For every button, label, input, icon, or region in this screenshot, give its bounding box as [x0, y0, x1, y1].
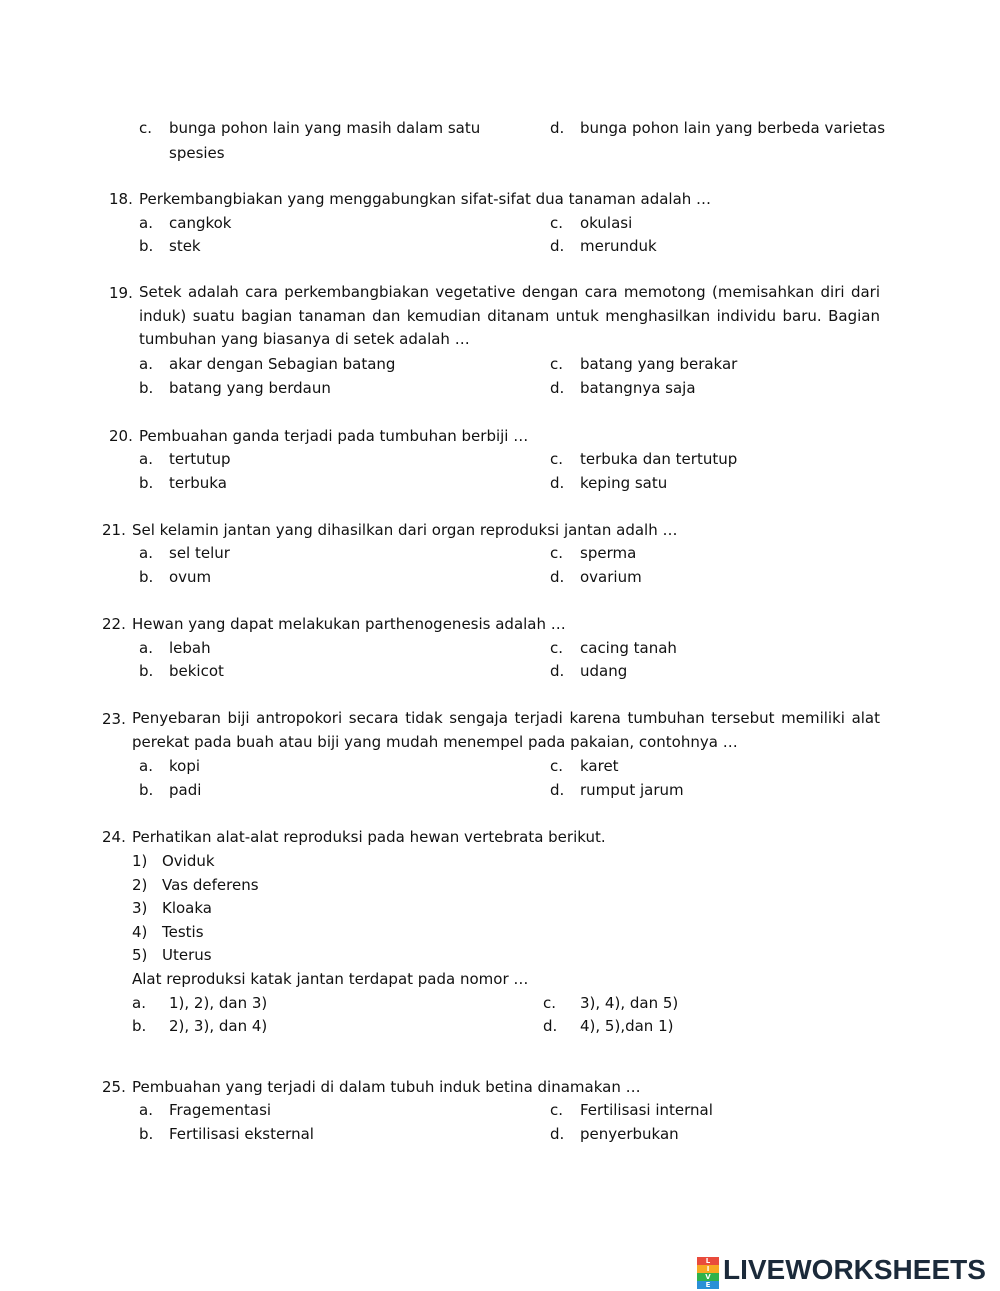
option-letter: b.: [139, 379, 154, 397]
question-stem: Sel kelamin jantan yang dihasilkan dari organ reproduksi jantan adalh …: [132, 521, 678, 539]
option-letter: c.: [543, 994, 557, 1012]
live-block-l: L: [697, 1257, 719, 1265]
option-letter: d.: [550, 119, 565, 137]
option-letter: c.: [139, 119, 153, 137]
option-text[interactable]: karet: [580, 757, 619, 775]
option-text[interactable]: ovum: [169, 568, 212, 586]
list-item: Vas deferens: [162, 876, 259, 894]
question-number: 20.: [109, 427, 133, 445]
option-letter: d.: [550, 568, 565, 586]
option-letter: a.: [139, 757, 153, 775]
option-text[interactable]: bunga pohon lain yang masih dalam satu: [169, 119, 481, 137]
list-item: Testis: [162, 923, 204, 941]
option-text[interactable]: keping satu: [580, 474, 668, 492]
option-text[interactable]: Fertilisasi internal: [580, 1101, 713, 1119]
option-letter: b.: [139, 237, 154, 255]
option-text[interactable]: ovarium: [580, 568, 642, 586]
option-letter: d.: [550, 237, 565, 255]
option-letter: c.: [550, 639, 564, 657]
option-letter: a.: [132, 994, 146, 1012]
option-letter: c.: [550, 355, 564, 373]
option-letter: b.: [132, 1017, 147, 1035]
option-text[interactable]: cacing tanah: [580, 639, 677, 657]
option-letter: a.: [139, 214, 153, 232]
live-blocks-icon: [697, 1257, 719, 1289]
list-item: Oviduk: [162, 852, 215, 870]
option-text[interactable]: batang yang berakar: [580, 355, 738, 373]
list-number: 5): [132, 946, 148, 964]
option-text[interactable]: terbuka: [169, 474, 227, 492]
question-stem: Perhatikan alat-alat reproduksi pada hewan vertebrata berikut.: [132, 828, 606, 846]
option-text[interactable]: udang: [580, 662, 628, 680]
option-text[interactable]: batang yang berdaun: [169, 379, 331, 397]
question-number: 18.: [109, 190, 133, 208]
option-text[interactable]: 1), 2), dan 3): [169, 994, 268, 1012]
option-letter: b.: [139, 568, 154, 586]
option-letter: a.: [139, 355, 153, 373]
option-letter: d.: [550, 781, 565, 799]
option-text-continued[interactable]: spesies: [169, 144, 225, 162]
list-number: 4): [132, 923, 148, 941]
list-item: Kloaka: [162, 899, 212, 917]
option-letter: a.: [139, 639, 153, 657]
option-text[interactable]: cangkok: [169, 214, 232, 232]
option-text[interactable]: sperma: [580, 544, 637, 562]
option-letter: c.: [550, 450, 564, 468]
option-text[interactable]: batangnya saja: [580, 379, 696, 397]
option-letter: b.: [139, 1125, 154, 1143]
option-letter: d.: [550, 474, 565, 492]
question-stem: Penyebaran biji antropokori secara tidak sengaja terjadi karena tumbuhan tersebut memiliki alat perekat pada buah atau biji yang mudah menempel pada pakaian, contohnya …: [132, 709, 880, 751]
question-number: 25.: [102, 1078, 126, 1096]
option-text[interactable]: sel telur: [169, 544, 230, 562]
option-letter: d.: [543, 1017, 558, 1035]
question-stem: Setek adalah cara perkembangbiakan vegetative dengan cara memotong (memisahkan diri dari induk) suatu bagian tanaman dan kemudian ditanam untuk menghasilkan individu baru. Bagian tumbuhan yang biasanya di setek adalah …: [139, 283, 880, 348]
question-prompt: Alat reproduksi katak jantan terdapat pada nomor …: [132, 970, 529, 988]
option-text[interactable]: bekicot: [169, 662, 224, 680]
question-stem: Hewan yang dapat melakukan parthenogenesis adalah …: [132, 615, 566, 633]
list-number: 2): [132, 876, 148, 894]
option-letter: d.: [550, 1125, 565, 1143]
option-text[interactable]: kopi: [169, 757, 201, 775]
liveworksheets-logo: [697, 1253, 997, 1287]
option-text[interactable]: Fragementasi: [169, 1101, 272, 1119]
option-letter: d.: [550, 662, 565, 680]
logo-text: LIVEWORKSHEETS: [723, 1254, 986, 1285]
option-letter: a.: [139, 1101, 153, 1119]
option-letter: b.: [139, 781, 154, 799]
question-number: 23.: [102, 710, 126, 728]
option-text[interactable]: merunduk: [580, 237, 657, 255]
option-letter: c.: [550, 214, 564, 232]
question-stem: Pembuahan yang terjadi di dalam tubuh induk betina dinamakan …: [132, 1078, 641, 1096]
question-number: 19.: [109, 284, 133, 302]
option-text[interactable]: akar dengan Sebagian batang: [169, 355, 396, 373]
list-number: 1): [132, 852, 148, 870]
option-text[interactable]: 4), 5),dan 1): [580, 1017, 674, 1035]
option-text[interactable]: lebah: [169, 639, 211, 657]
question-number: 24.: [102, 828, 126, 846]
option-letter: a.: [139, 544, 153, 562]
option-letter: c.: [550, 1101, 564, 1119]
question-stem: Perkembangbiakan yang menggabungkan sifat-sifat dua tanaman adalah …: [139, 190, 712, 208]
option-text[interactable]: penyerbukan: [580, 1125, 679, 1143]
list-item: Uterus: [162, 946, 212, 964]
option-text[interactable]: rumput jarum: [580, 781, 684, 799]
option-letter: b.: [139, 474, 154, 492]
option-letter: b.: [139, 662, 154, 680]
question-number: 22.: [102, 615, 126, 633]
list-number: 3): [132, 899, 148, 917]
option-letter: c.: [550, 544, 564, 562]
option-letter: a.: [139, 450, 153, 468]
option-text[interactable]: okulasi: [580, 214, 633, 232]
option-text[interactable]: Fertilisasi eksternal: [169, 1125, 314, 1143]
option-text[interactable]: bunga pohon lain yang berbeda varietas: [580, 119, 886, 137]
option-text[interactable]: 3), 4), dan 5): [580, 994, 679, 1012]
option-letter: d.: [550, 379, 565, 397]
option-text[interactable]: stek: [169, 237, 201, 255]
option-letter: c.: [550, 757, 564, 775]
live-block-v: V: [697, 1273, 719, 1281]
option-text[interactable]: padi: [169, 781, 202, 799]
live-block-i: I: [697, 1265, 719, 1273]
live-block-e: E: [697, 1281, 719, 1289]
question-number: 21.: [102, 521, 126, 539]
option-text[interactable]: tertutup: [169, 450, 231, 468]
question-stem: Pembuahan ganda terjadi pada tumbuhan berbiji …: [139, 427, 529, 445]
option-text[interactable]: 2), 3), dan 4): [169, 1017, 268, 1035]
option-text[interactable]: terbuka dan tertutup: [580, 450, 738, 468]
